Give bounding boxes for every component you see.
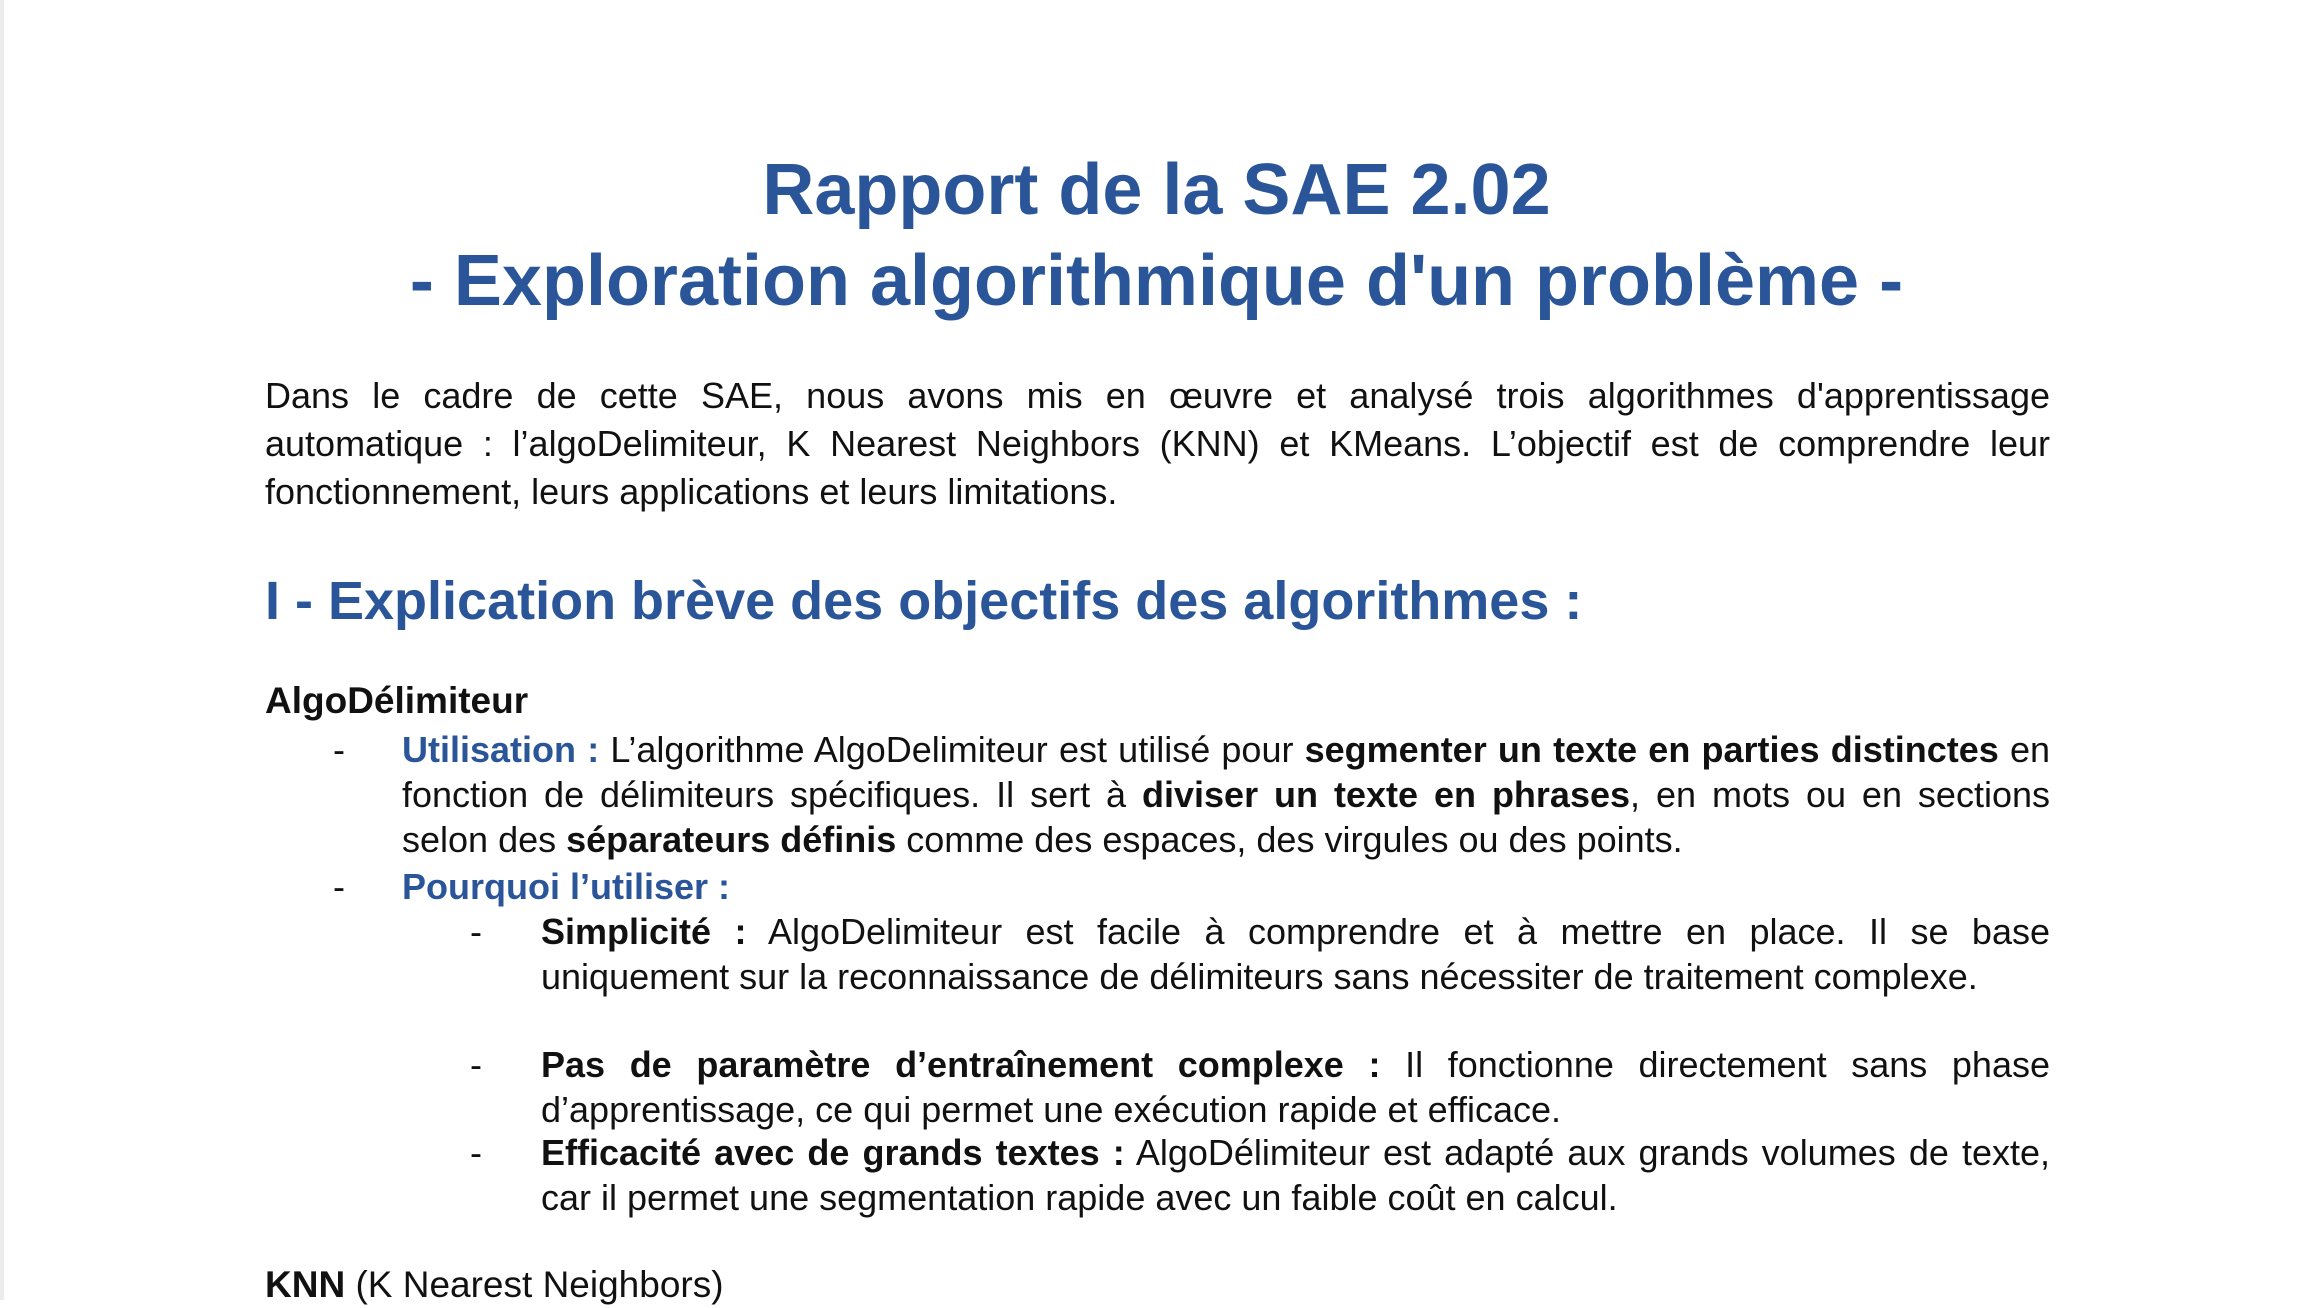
document-title: Rapport de la SAE 2.02: [762, 150, 1551, 230]
knn-heading: [265, 1262, 724, 1308]
utilisation-text-4: comme des espaces, des virgules ou des points.: [896, 819, 1683, 860]
utilisation-text-2: en fonction de délimiteurs spécifiques. Il sert à: [402, 729, 2051, 815]
reason-text: AlgoDelimiteur est facile à comprendre et à mettre en place. Il se base uniquement sur la reconnaissance de délimiteurs sans nécessiter de traitement complexe.: [541, 911, 2050, 997]
bullet-dash: -: [333, 866, 345, 907]
document-subtitle: - Exploration algorithmique d'un problème -: [409, 241, 1904, 321]
pourquoi-item: [402, 864, 2050, 909]
algo-delimiteur-heading: AlgoDélimiteur: [265, 680, 529, 721]
utilisation-bold-2: diviser un texte en phrases: [1142, 774, 1631, 815]
utilisation-bold-1: segmenter un texte en parties distinctes: [1304, 729, 1999, 770]
knn-heading-bold: KNN: [265, 1264, 346, 1305]
section-heading-1: I - Explication brève des objectifs des algorithmes :: [265, 571, 1583, 631]
reason-item-parametre: [541, 1042, 2050, 1132]
reason-label: Pas de paramètre d’entraînement complexe :: [541, 1044, 1381, 1085]
utilisation-text-3: , en mots ou en sections selon des: [402, 774, 2050, 860]
pourquoi-label: Pourquoi l’utiliser :: [402, 866, 731, 907]
utilisation-label: Utilisation :: [402, 729, 600, 770]
reason-item-simplicite: [541, 909, 2050, 999]
knn-heading-subtitle: (K Nearest Neighbors): [345, 1264, 724, 1305]
sub-bullet-dash: -: [470, 911, 482, 952]
reason-text: AlgoDélimiteur est adapté aux grands volumes de texte, car il permet une segmentation rapide avec un faible coût en calcul.: [541, 1132, 2051, 1218]
utilisation-text-1: L’algorithme AlgoDelimiteur est utilisé pour: [599, 729, 1305, 770]
reason-label: Simplicité :: [541, 911, 747, 952]
utilisation-item: [402, 727, 2050, 862]
intro-paragraph: Dans le cadre de cette SAE, nous avons mis en œuvre et analysé trois algorithmes d'apprentissage automatique : l’algoDelimiteur, K Nearest Neighbors (KNN) et KMeans. L’objectif est de comprendre leur fonctionnement, leurs applications et leurs limitations.: [265, 375, 2050, 512]
sub-bullet-dash: -: [470, 1044, 482, 1085]
reason-text: Il fonctionne directement sans phase d’apprentissage, ce qui permet une exécution rapide et efficace.: [541, 1044, 2050, 1130]
reason-label: Efficacité avec de grands textes :: [541, 1132, 1125, 1173]
sub-bullet-dash: -: [470, 1132, 482, 1173]
reason-item-efficacite: [541, 1130, 2050, 1220]
bullet-dash: -: [333, 729, 345, 770]
utilisation-bold-3: séparateurs définis: [566, 819, 897, 860]
